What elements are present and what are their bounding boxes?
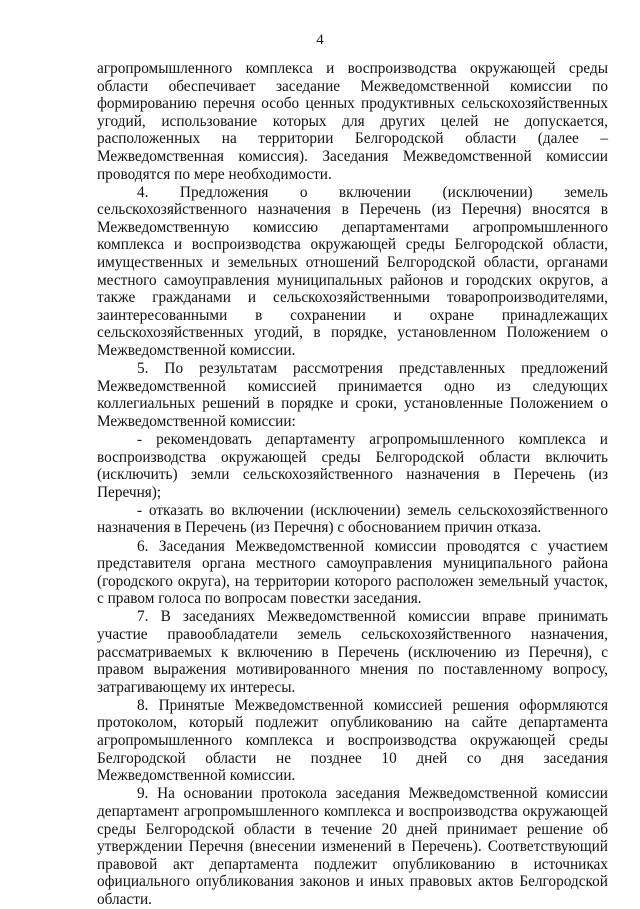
paragraph-9: 9. На основании протокола заседания Межведомственной комиссии департамент агропромышленного комплекса и воспроизводства окружающей среды Белгородской области в течение 20 дней принимает решение об утверждении Перечня (внесении изменений в Перечень). Соответствующий правовой акт департамента подлежит опубликованию в источниках официального опубликования законов и иных правовых актов Белгородской области.: [97, 785, 608, 908]
document-body: [97, 60, 608, 909]
page-number: 4: [316, 32, 324, 48]
paragraph-7: 7. В заседаниях Межведомственной комиссии вправе принимать участие правообладатели земель сельскохозяйственного назначения, рассматриваемых к включению в Перечень (исключению из Перечня), с правом выражения мотивированного мнения по поставленному вопросу, затрагивающему их интересы.: [97, 608, 608, 696]
list-item-recommend: - рекомендовать департаменту агропромышленного комплекса и воспроизводства окружающей среды Белгородской области включить (исключить) земли сельскохозяйственного назначения в Перечень (из Перечня);: [97, 430, 608, 501]
paragraph-5: 5. По результатам рассмотрения представленных предложений Межведомственной комиссией принимается одно из следующих коллегиальных решений в порядке и сроки, установленные Положением о Межведомственной комиссии:: [97, 360, 608, 430]
paragraph-4: 4. Предложения о включении (исключении) земель сельскохозяйственного назначения в Перечень (из Перечня) вносятся в Межведомственную комиссию департаментами агропромышленного комплекса и воспроизводства окружающей среды Белгородской области, имущественных и земельных отношений Белгородской области, органами местного самоуправления муниципальных районов и городских округов, а также гражданами и сельскохозяйственными товаропроизводителями, заинтересованными в сохранении и охране принадлежащих сельскохозяйственных угодий, в порядке, установленном Положением о Межведомственной комиссии.: [97, 183, 608, 359]
paragraph-intro-continuation: агропромышленного комплекса и воспроизводства окружающей среды области обеспечивает заседание Межведомственной комиссии по формированию перечня особо ценных продуктивных сельскохозяйственных угодий, использование которых для других целей не допускается, расположенных на территории Белгородской области (далее – Межведомственная комиссия). Заседания Межведомственной комиссии проводятся по мере необходимости.: [97, 60, 608, 183]
paragraph-8: 8. Принятые Межведомственной комиссией решения оформляются протоколом, который подлежит опубликованию на сайте департамента агропромышленного комплекса и воспроизводства окружающей среды Белгородской области не позднее 10 дней со дня заседания Межведомственной комиссии.: [97, 696, 608, 785]
paragraph-6: 6. Заседания Межведомственной комиссии проводятся с участием представителя органа местного самоуправления муниципального района (городского округа), на территории которого расположен земельный участок, с правом голоса по вопросам повестки заседания.: [97, 537, 608, 608]
list-item-refuse: - отказать во включении (исключении) земель сельскохозяйственного назначения в Перечень (из Перечня) с обоснованием причин отказа.: [97, 501, 608, 537]
